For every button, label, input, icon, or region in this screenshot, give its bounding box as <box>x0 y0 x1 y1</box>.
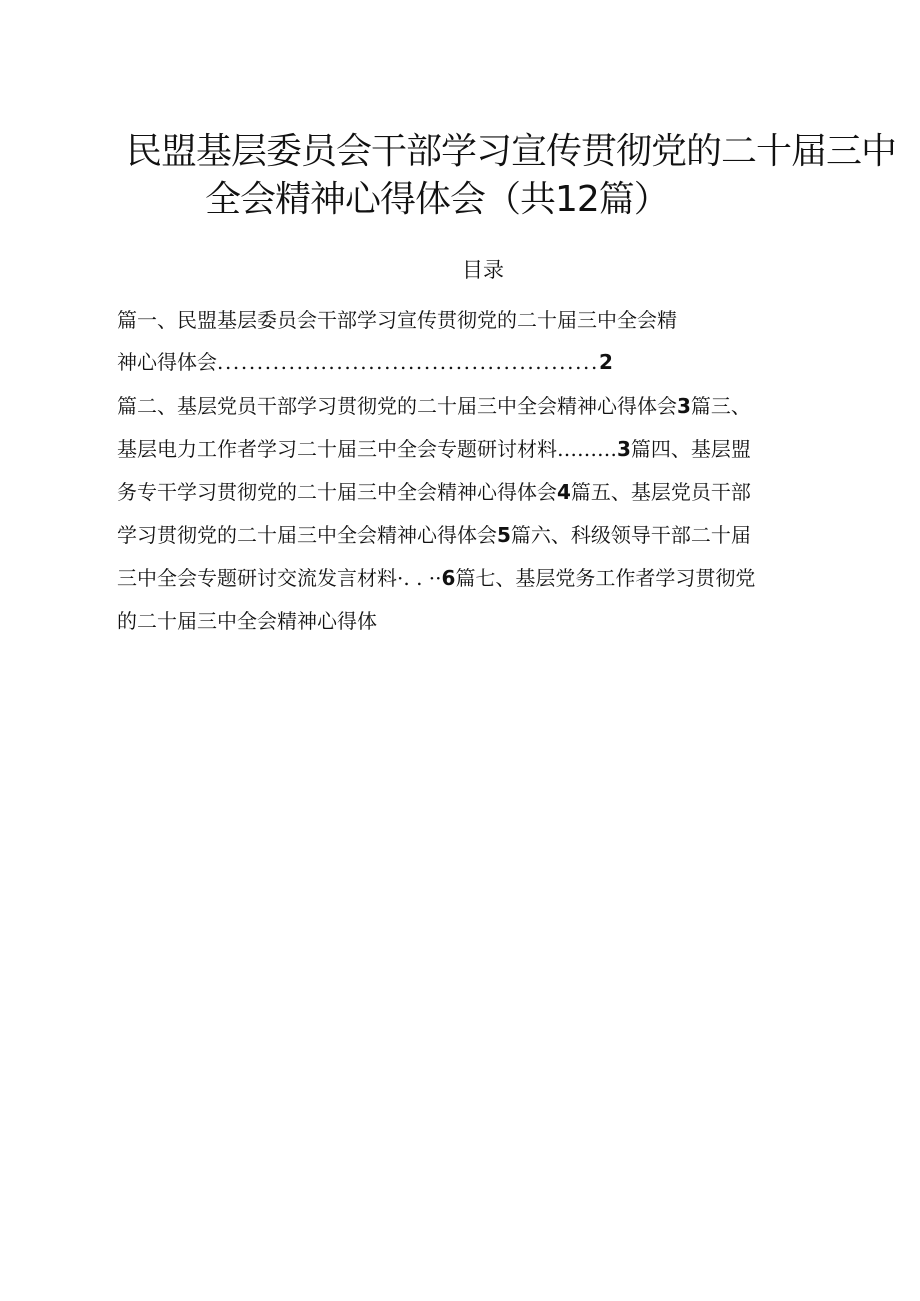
title-line-2: 全会精神心得体会（共12篇） <box>205 179 669 220</box>
toc-page-number: 5 <box>497 523 511 547</box>
toc-heading: 目录 <box>462 258 504 282</box>
toc-line-6[interactable] <box>117 518 751 552</box>
toc-entry-text: 的二十届三中全会精神心得体 <box>117 609 377 633</box>
toc-line-1[interactable] <box>117 303 677 337</box>
toc-line-8[interactable] <box>117 604 377 638</box>
toc-page-number: 4 <box>557 480 571 504</box>
toc-entry-text: 基层电力工作者学习二十届三中全会专题研讨材料……… <box>117 437 617 461</box>
toc-line-4[interactable] <box>117 432 751 466</box>
toc-entry-text: 篇六、科级领导干部二十届 <box>510 523 751 547</box>
toc-page-number: 3 <box>617 437 631 461</box>
toc-entry-text: 篇四、基层盟 <box>630 437 751 461</box>
toc-leader-dots: ................................................ <box>217 350 599 374</box>
toc-line-2[interactable] <box>117 345 613 379</box>
toc-entry-text: 篇五、基层党员干部 <box>570 480 751 504</box>
toc-entry-text: 神心得体会 <box>117 350 217 374</box>
toc-page-number: 2 <box>598 350 613 374</box>
toc-page-number: 6 <box>441 566 456 590</box>
toc-page-number: 3 <box>677 394 691 418</box>
toc-line-5[interactable] <box>117 475 751 509</box>
toc-line-7[interactable] <box>117 561 755 595</box>
toc-entry-text: 篇二、基层党员干部学习贯彻党的二十届三中全会精神心得体会 <box>117 394 677 418</box>
toc-entry-text: 三中全会专题研讨交流发言材料·. . ·· <box>117 566 442 590</box>
toc-entry-text: 篇三、 <box>690 394 751 418</box>
title-line-1: 民盟基层委员会干部学习宣传贯彻党的二十届三中 <box>126 131 897 172</box>
toc-entry-text: 务专干学习贯彻党的二十届三中全会精神心得体会 <box>117 480 557 504</box>
toc-entry-text: 学习贯彻党的二十届三中全会精神心得体会 <box>117 523 497 547</box>
toc-entry-text: 篇一、民盟基层委员会干部学习宣传贯彻党的二十届三中全会精 <box>117 308 677 332</box>
toc-entry-text: 篇七、基层党务工作者学习贯彻党 <box>455 566 756 590</box>
toc-line-3[interactable] <box>117 389 751 423</box>
